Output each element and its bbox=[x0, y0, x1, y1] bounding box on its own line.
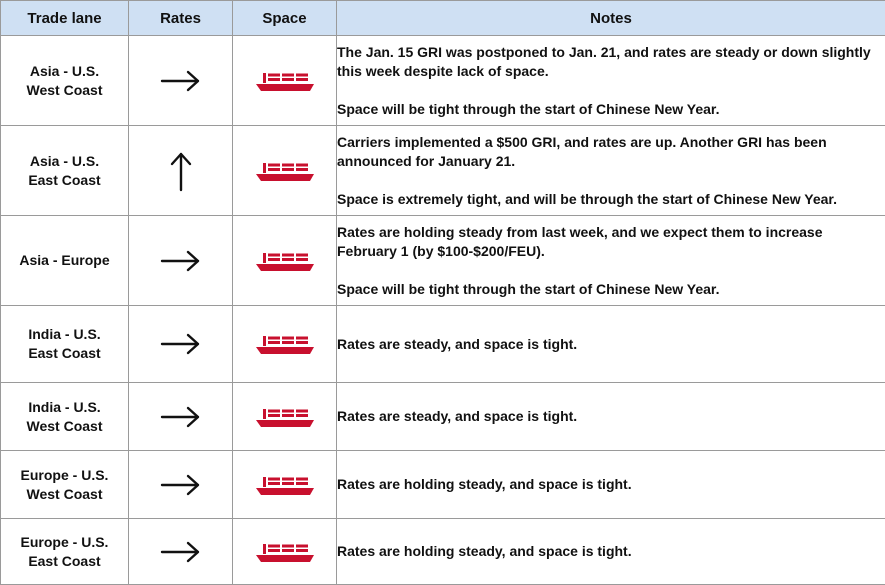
table-row bbox=[1, 216, 885, 306]
header-rates: Rates bbox=[129, 1, 233, 36]
rates-cell bbox=[129, 519, 233, 585]
notes-cell bbox=[337, 383, 885, 451]
notes-cell bbox=[337, 126, 885, 216]
note-text: Space will be tight through the start of Chinese New Year. bbox=[337, 280, 885, 299]
notes-cell bbox=[337, 36, 885, 126]
notes-cell bbox=[337, 306, 885, 383]
container-ship-icon bbox=[255, 250, 315, 272]
lane-line1: Europe - U.S. bbox=[1, 466, 128, 485]
lane-line1: Asia - U.S. bbox=[1, 62, 128, 81]
trade-lane-cell bbox=[1, 306, 129, 383]
note-text: Rates are holding steady from last week, and we expect them to increase February 1 (by $100-$200/FEU). bbox=[337, 223, 885, 261]
note-text: Space is extremely tight, and will be through the start of Chinese New Year. bbox=[337, 190, 885, 209]
rates-cell bbox=[129, 36, 233, 126]
arrow-right-icon bbox=[159, 69, 203, 93]
space-cell bbox=[233, 519, 337, 585]
container-ship-icon bbox=[255, 474, 315, 496]
lane-line2: West Coast bbox=[1, 417, 128, 436]
lane-line2: East Coast bbox=[1, 552, 128, 571]
header-space: Space bbox=[233, 1, 337, 36]
rates-cell bbox=[129, 126, 233, 216]
notes-cell bbox=[337, 451, 885, 519]
container-ship-icon bbox=[255, 70, 315, 92]
lane-line2: West Coast bbox=[1, 81, 128, 100]
notes-cell bbox=[337, 519, 885, 585]
table-row bbox=[1, 306, 885, 383]
arrow-right-icon bbox=[159, 249, 203, 273]
header-notes: Notes bbox=[337, 1, 885, 36]
lane-line1: Asia - Europe bbox=[1, 251, 128, 270]
arrow-right-icon bbox=[159, 540, 203, 564]
table-row bbox=[1, 126, 885, 216]
trade-lane-cell bbox=[1, 36, 129, 126]
rates-cell bbox=[129, 216, 233, 306]
table-row bbox=[1, 519, 885, 585]
space-cell bbox=[233, 306, 337, 383]
container-ship-icon bbox=[255, 541, 315, 563]
note-text: Carriers implemented a $500 GRI, and rates are up. Another GRI has been announced for January 21. bbox=[337, 133, 885, 171]
note-text: Rates are steady, and space is tight. bbox=[337, 407, 885, 426]
trade-lane-cell bbox=[1, 383, 129, 451]
lane-line2: West Coast bbox=[1, 485, 128, 504]
table-row bbox=[1, 451, 885, 519]
arrow-right-icon bbox=[159, 405, 203, 429]
trade-lane-cell bbox=[1, 216, 129, 306]
header-trade-lane: Trade lane bbox=[1, 1, 129, 36]
note-text: The Jan. 15 GRI was postponed to Jan. 21, and rates are steady or down slightly this week despite lack of space. bbox=[337, 43, 885, 81]
container-ship-icon bbox=[255, 160, 315, 182]
space-cell bbox=[233, 383, 337, 451]
note-text: Space will be tight through the start of Chinese New Year. bbox=[337, 100, 885, 119]
notes-cell bbox=[337, 216, 885, 306]
table-row bbox=[1, 36, 885, 126]
space-cell bbox=[233, 36, 337, 126]
rates-cell bbox=[129, 383, 233, 451]
note-text: Rates are holding steady, and space is tight. bbox=[337, 475, 885, 494]
arrow-right-icon bbox=[159, 332, 203, 356]
rates-cell bbox=[129, 451, 233, 519]
lane-line2: East Coast bbox=[1, 171, 128, 190]
trade-lane-cell bbox=[1, 519, 129, 585]
arrow-right-icon bbox=[159, 473, 203, 497]
lane-line1: Europe - U.S. bbox=[1, 533, 128, 552]
space-cell bbox=[233, 216, 337, 306]
lane-line2: East Coast bbox=[1, 344, 128, 363]
trade-lane-cell bbox=[1, 451, 129, 519]
rates-cell bbox=[129, 306, 233, 383]
note-text: Rates are holding steady, and space is tight. bbox=[337, 542, 885, 561]
space-cell bbox=[233, 126, 337, 216]
note-text: Rates are steady, and space is tight. bbox=[337, 335, 885, 354]
container-ship-icon bbox=[255, 406, 315, 428]
container-ship-icon bbox=[255, 333, 315, 355]
lane-line1: India - U.S. bbox=[1, 325, 128, 344]
trade-lane-cell bbox=[1, 126, 129, 216]
arrow-up-icon bbox=[169, 149, 193, 193]
lane-line1: India - U.S. bbox=[1, 398, 128, 417]
header-row bbox=[1, 1, 885, 36]
lane-line1: Asia - U.S. bbox=[1, 152, 128, 171]
space-cell bbox=[233, 451, 337, 519]
table-row bbox=[1, 383, 885, 451]
